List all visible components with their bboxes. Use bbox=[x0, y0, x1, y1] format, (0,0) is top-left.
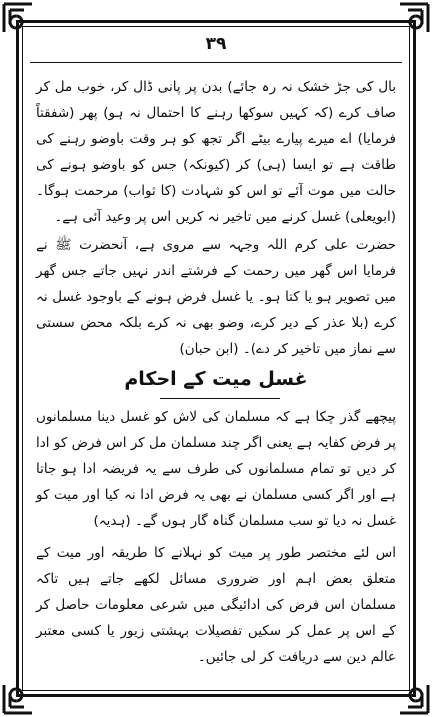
paragraph-4: اس لئے مختصر طور پر میت کو نہلانے کا طریقہ اور میت کے متعلق بعض اہم اور ضروری مسائل لکھے جاتے ہیں تاکہ مسلمان اس فرض کی ادائیگی میں شرعی معلومات حاصل کر کے اس پر عمل کر سکیں تفصیلات بہشتی زیور یا کسی معتبر عالم دین سے دریافت کر لی جائیں۔ bbox=[36, 545, 396, 665]
section-heading: غسل میت کے احکام bbox=[124, 368, 308, 390]
paragraph-2: حضرت علی کرم اللہ وجہہ سے مروی ہے، آنحضرت ﷺ نے فرمایا اس گھر میں رحمت کے فرشتے اندر نہیں جاتے جس گھر میں تصویر ہو یا کتا ہو۔ یا غسل فرض ہونے کے باوجود غسل نہ کرے (بلا عذر کے دیر کرے، وضو بھی نہ کرے بلکہ محض سستی سے نماز میں تاخیر کر دے)۔ (ابن حبان) bbox=[36, 237, 396, 357]
header-rule bbox=[30, 62, 402, 63]
corner-ornament-icon bbox=[2, 671, 46, 715]
paragraph-3: پیچھے گذر چکا ہے کہ مسلمان کی لاش کو غسل دینا مسلمانوں پر فرض کفایہ ہے یعنی اگر چند مسلمان مل کر اس فرض کو ادا کر دیں تو تمام مسلمانوں کی طرف سے یہ فریضہ ادا ہو جاتا ہے اور اگر کسی مسلمان نے بھی یہ فرض ادا نہ کیا اور میت کو غسل نہ دیا تو سب مسلمان گناہ گار ہوں گے۔ (ہدیہ) bbox=[36, 409, 396, 529]
corner-ornament-icon bbox=[386, 671, 430, 715]
page-number: ۳۹ bbox=[205, 34, 227, 54]
paragraph-1: بال کی جڑ خشک نہ رہ جائے) بدن پر پانی ڈال کر، خوب مل کر صاف کرے (کہ کہیں سوکھا رہنے کا احتمال نہ ہو) پھر (شفقتاً فرمایا) اے میرے پیارے بیٹے اگر تجھ کو ہر وقت باوضو رہنے کی طاقت ہے تو ایسا (ہی) کر (کیونکہ) جس کو باوضو ہونے کی حالت میں موت آئے تو اس کو شہادت (کا ثواب) مرحمت ہوگا۔ (ابویعلی) غسل کرنے میں تاخیر نہ کریں اس پر وعید آئی ہے۔ bbox=[36, 79, 396, 225]
heading-underline bbox=[160, 398, 280, 399]
